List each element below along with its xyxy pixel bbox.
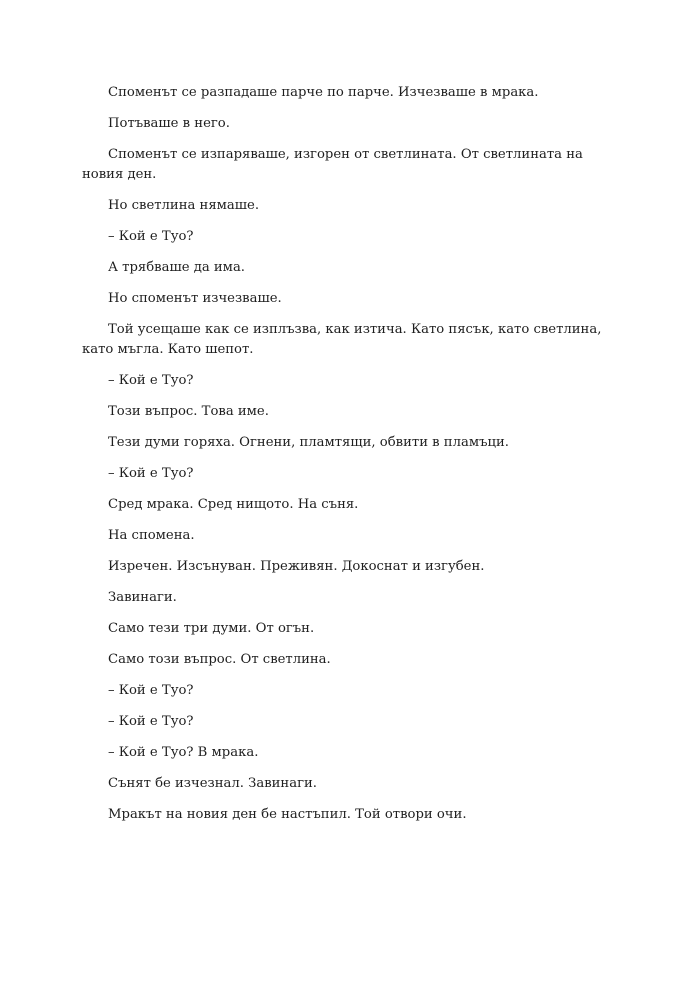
paragraph-1: Споменът се разпадаше парче по парче. Изчезваше в мрака. — [108, 85, 539, 100]
paragraph-14: На спомена. — [108, 528, 195, 543]
paragraph-21: – Кой е Туо? В мрака. — [108, 745, 259, 760]
paragraph-23: Мракът на новия ден бе настъпил. Той отвори очи. — [108, 807, 467, 822]
paragraph-12: – Кой е Туо? — [108, 466, 194, 481]
paragraph-11: Тези думи горяха. Огнени, пламтящи, обвити в пламъци. — [108, 435, 509, 450]
paragraph-5: – Кой е Туо? — [108, 229, 194, 244]
paragraph-7: Но споменът изчезваше. — [108, 291, 282, 306]
paragraph-4: Но светлина нямаше. — [108, 198, 260, 213]
paragraph-17: Само тези три думи. От огън. — [108, 621, 315, 636]
paragraph-9: – Кой е Туо? — [108, 373, 194, 388]
paragraph-10: Този въпрос. Това име. — [108, 404, 269, 419]
paragraph-8: Той усещаше как се изплъзва, как изтича. Като пясък, като светлина, като мъгла. Като шепот. — [82, 322, 602, 357]
paragraph-3: Споменът се изпаряваше, изгорен от светлината. От светлината на новия ден. — [82, 147, 583, 182]
paragraph-20: – Кой е Туо? — [108, 714, 194, 729]
paragraph-2: Потъваше в него. — [108, 116, 230, 131]
paragraph-13: Сред мрака. Сред нищото. На съня. — [108, 497, 359, 512]
paragraph-19: – Кой е Туо? — [108, 683, 194, 698]
paragraph-15: Изречен. Изсънуван. Преживян. Докоснат и изгубен. — [108, 559, 485, 574]
paragraph-18: Само този въпрос. От светлина. — [108, 652, 331, 667]
document-body — [82, 83, 622, 836]
paragraph-16: Завинаги. — [108, 590, 177, 605]
paragraph-6: А трябваше да има. — [108, 260, 245, 275]
paragraph-22: Сънят бе изчезнал. Завинаги. — [108, 776, 317, 791]
